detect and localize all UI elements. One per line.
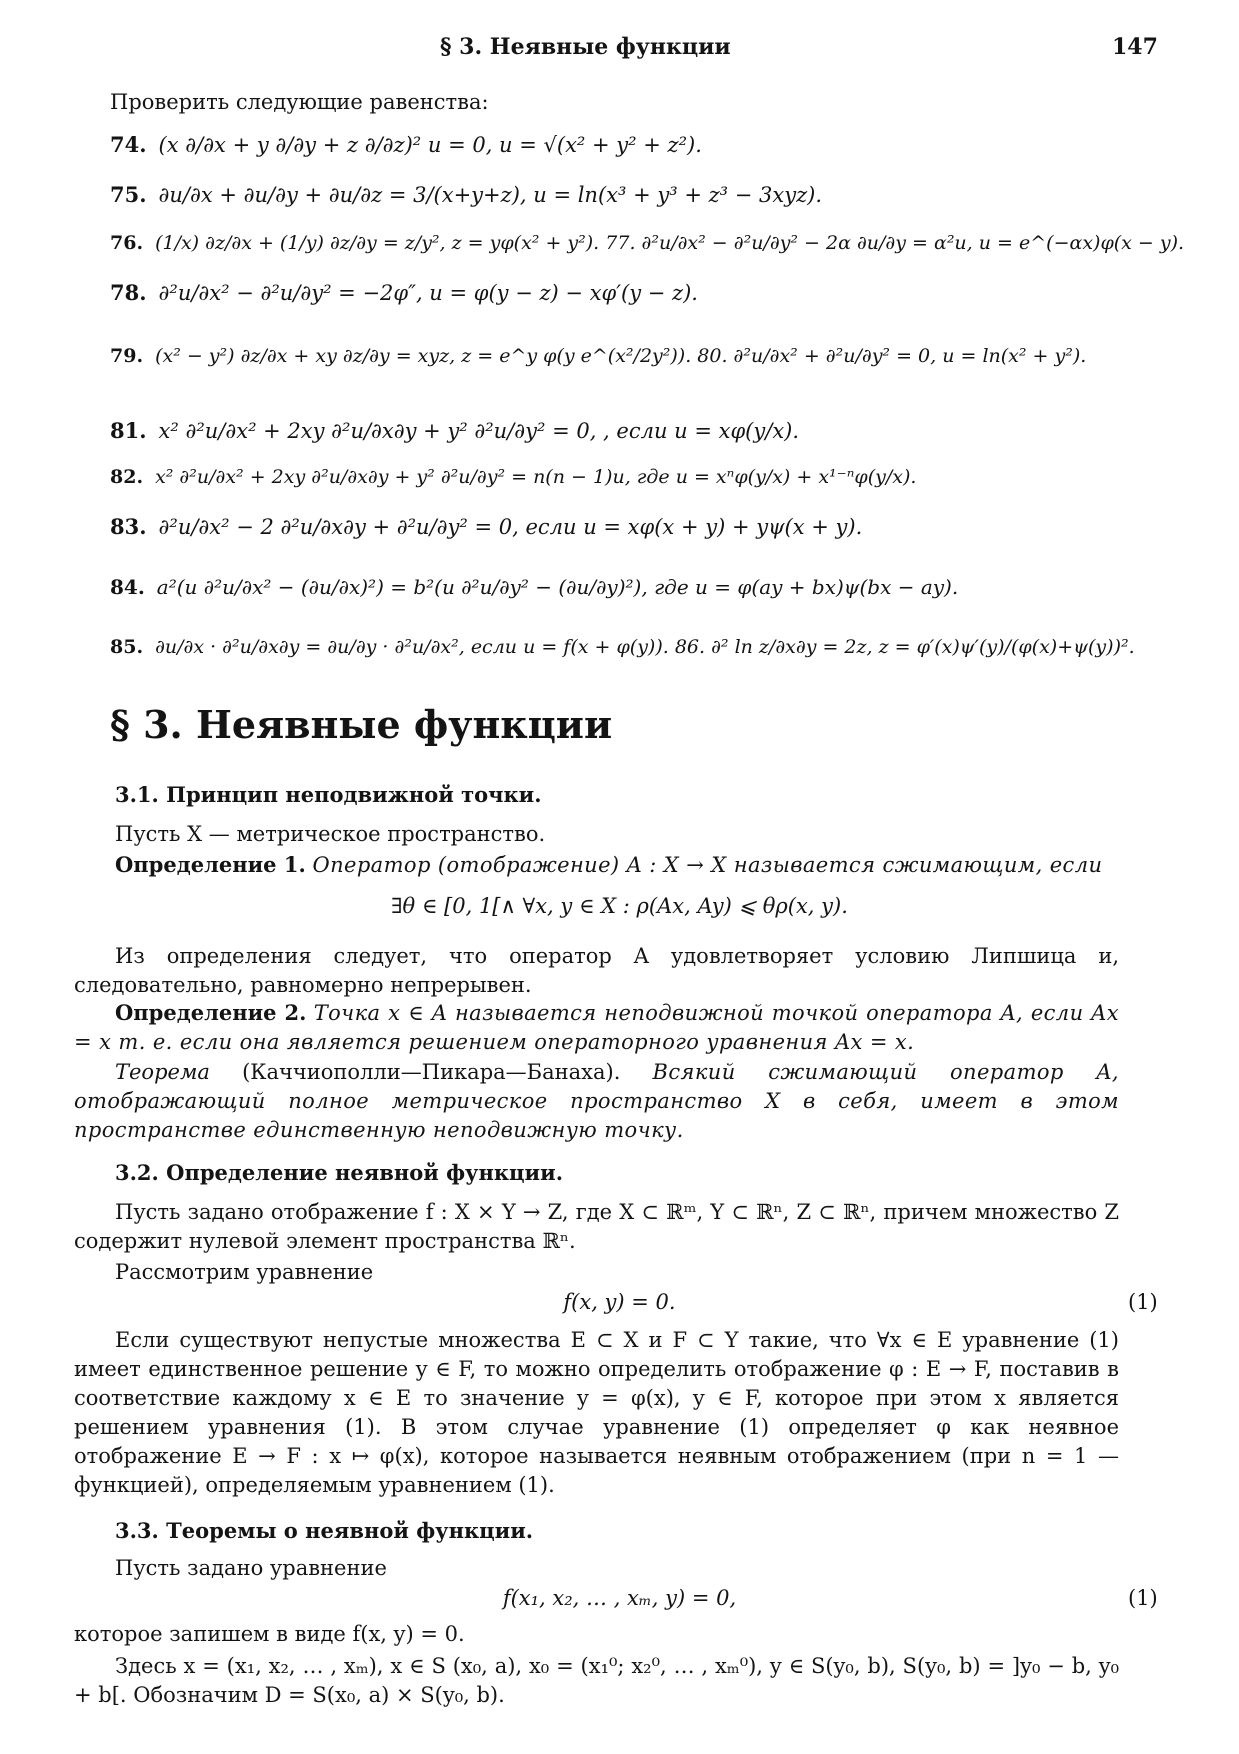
- theorem-names: (Каччиополли—Пикара—Банаха).: [242, 1060, 621, 1084]
- definition-2-body: Точка x ∈ A называется неподвижной точкой оператора A, если Ax = x т. е. если она является решением операторного уравнения Ax = x.: [74, 1001, 1119, 1054]
- exercise-81: 81. x² ∂²u/∂x² + 2xy ∂²u/∂x∂y + y² ∂²u/∂y² = 0, , если u = xφ(y/x).: [110, 418, 800, 443]
- subsection-3-2-para1: Пусть задано отображение f : X × Y → Z, где X ⊂ ℝᵐ, Y ⊂ ℝⁿ, Z ⊂ ℝⁿ, причем множество Z содержит нулевой элемент пространства ℝⁿ.: [74, 1200, 1119, 1253]
- exercise-79-80: 79. (x² − y²) ∂z/∂x + xy ∂z/∂y = xyz, z = e^y φ(y e^(x²/2y²)). 80. ∂²u/∂x² + ∂²u/∂y² = 0, u = ln(x² + y²).: [110, 345, 1087, 367]
- subsection-3-3-formula-number: (1): [1128, 1586, 1158, 1610]
- definition-1-label: Определение 1.: [115, 852, 306, 877]
- definition-1-body: Оператор (отображение) A : X → X называется сжимающим, если: [312, 853, 1103, 877]
- exercise-84: 84. a²(u ∂²u/∂x² − (∂u/∂x)²) = b²(u ∂²u/∂y² − (∂u/∂y)²), где u = φ(ay + bx)ψ(bx − ay).: [110, 575, 959, 599]
- page-number: 147: [1112, 34, 1158, 60]
- exercise-82: 82. x² ∂²u/∂x² + 2xy ∂²u/∂x∂y + y² ∂²u/∂y² = n(n − 1)u, где u = xⁿφ(y/x) + x¹⁻ⁿφ(y/x).: [110, 466, 917, 488]
- subsection-3-2-para2: Рассмотрим уравнение: [115, 1260, 374, 1284]
- subsection-3-3-para1: Пусть задано уравнение: [115, 1556, 387, 1580]
- definition-1-formula: ∃θ ∈ [0, 1[∧ ∀x, y ∈ X : ρ(Ax, Ay) ⩽ θρ(x, y).: [391, 894, 848, 918]
- running-title: § 3. Неявные функции: [440, 34, 731, 60]
- exercise-75: 75. ∂u/∂x + ∂u/∂y + ∂u/∂z = 3/(x+y+z), u = ln(x³ + y³ + z³ − 3xyz).: [110, 182, 823, 207]
- subsection-3-3-title: 3.3. Теоремы о неявной функции.: [115, 1518, 534, 1543]
- subsection-3-3-formula: f(x₁, x₂, … , xₘ, y) = 0,: [502, 1586, 737, 1610]
- subsection-3-2-title: 3.2. Определение неявной функции.: [115, 1160, 564, 1185]
- subsection-3-2-para3: Если существуют непустые множества E ⊂ X и F ⊂ Y такие, что ∀x ∈ E уравнение (1) имеет единственное решение y ∈ F, то можно определить отображение φ : E → F, поставив в соответствие каждому x ∈ E то значение y = φ(x), y ∈ F, которое при этом x является решением уравнения (1). В этом случае уравнение (1) определяет φ как неявное отображение E → F : x ↦ φ(x), которое называется неявным отображением (при n = 1 — функцией), определяемым уравнением (1).: [74, 1328, 1119, 1497]
- exercises-intro: Проверить следующие равенства:: [110, 90, 489, 114]
- exercise-76-77: 76. (1/x) ∂z/∂x + (1/y) ∂z/∂y = z/y², z = yφ(x² + y²). 77. ∂²u/∂x² − ∂²u/∂y² − 2α ∂u/∂y = α²u, u = e^(−αx)φ(x − y).: [110, 232, 1185, 254]
- exercise-78: 78. ∂²u/∂x² − ∂²u/∂y² = −2φ″, u = φ(y − z) − xφ′(y − z).: [110, 280, 698, 305]
- definition-1: [115, 852, 1102, 877]
- subsection-3-3-para2: которое запишем в виде f(x, y) = 0.: [74, 1622, 465, 1646]
- subsection-3-2-formula: f(x, y) = 0.: [563, 1290, 676, 1314]
- exercise-74: 74. (x ∂/∂x + y ∂/∂y + z ∂/∂z)² u = 0, u = √(x² + y² + z²).: [110, 132, 702, 157]
- subsection-3-3-para3: Здесь x = (x₁, x₂, … , xₘ), x ∈ S (x₀, a), x₀ = (x₁⁰; x₂⁰, … , xₘ⁰), y ∈ S(y₀, b), S(y₀, b) = ]y₀ − b, y₀ + b[. Обозначим D = S(x₀, a) × S(y₀, b).: [74, 1654, 1119, 1707]
- subsection-3-2-formula-number: (1): [1128, 1290, 1158, 1314]
- definition-2-label: Определение 2.: [115, 1000, 307, 1025]
- running-head: [0, 34, 1239, 70]
- section-title: § 3. Неявные функции: [110, 702, 613, 747]
- theorem-body: Всякий сжимающий оператор A, отображающий полное метрическое пространство X в себя, имеет в этом пространстве единственную неподвижную точку.: [74, 1060, 1119, 1142]
- definition-2: [74, 998, 1119, 1057]
- exercise-83: 83. ∂²u/∂x² − 2 ∂²u/∂x∂y + ∂²u/∂y² = 0, если u = xφ(x + y) + yψ(x + y).: [110, 514, 863, 539]
- subsection-3-1-para2: Из определения следует, что оператор A удовлетворяет условию Липшица и, следовательно, равномерно непрерывен.: [74, 944, 1119, 997]
- subsection-3-1-para1: Пусть X — метрическое пространство.: [115, 822, 546, 846]
- theorem-banach: [74, 1058, 1119, 1145]
- subsection-3-1-title: 3.1. Принцип неподвижной точки.: [115, 782, 542, 807]
- theorem-label: Теорема: [115, 1060, 210, 1084]
- exercise-85-86: 85. ∂u/∂x · ∂²u/∂x∂y = ∂u/∂y · ∂²u/∂x², если u = f(x + φ(y)). 86. ∂² ln z/∂x∂y = 2z, z = φ′(x)ψ′(y)/(φ(x)+ψ(y))².: [110, 636, 1135, 658]
